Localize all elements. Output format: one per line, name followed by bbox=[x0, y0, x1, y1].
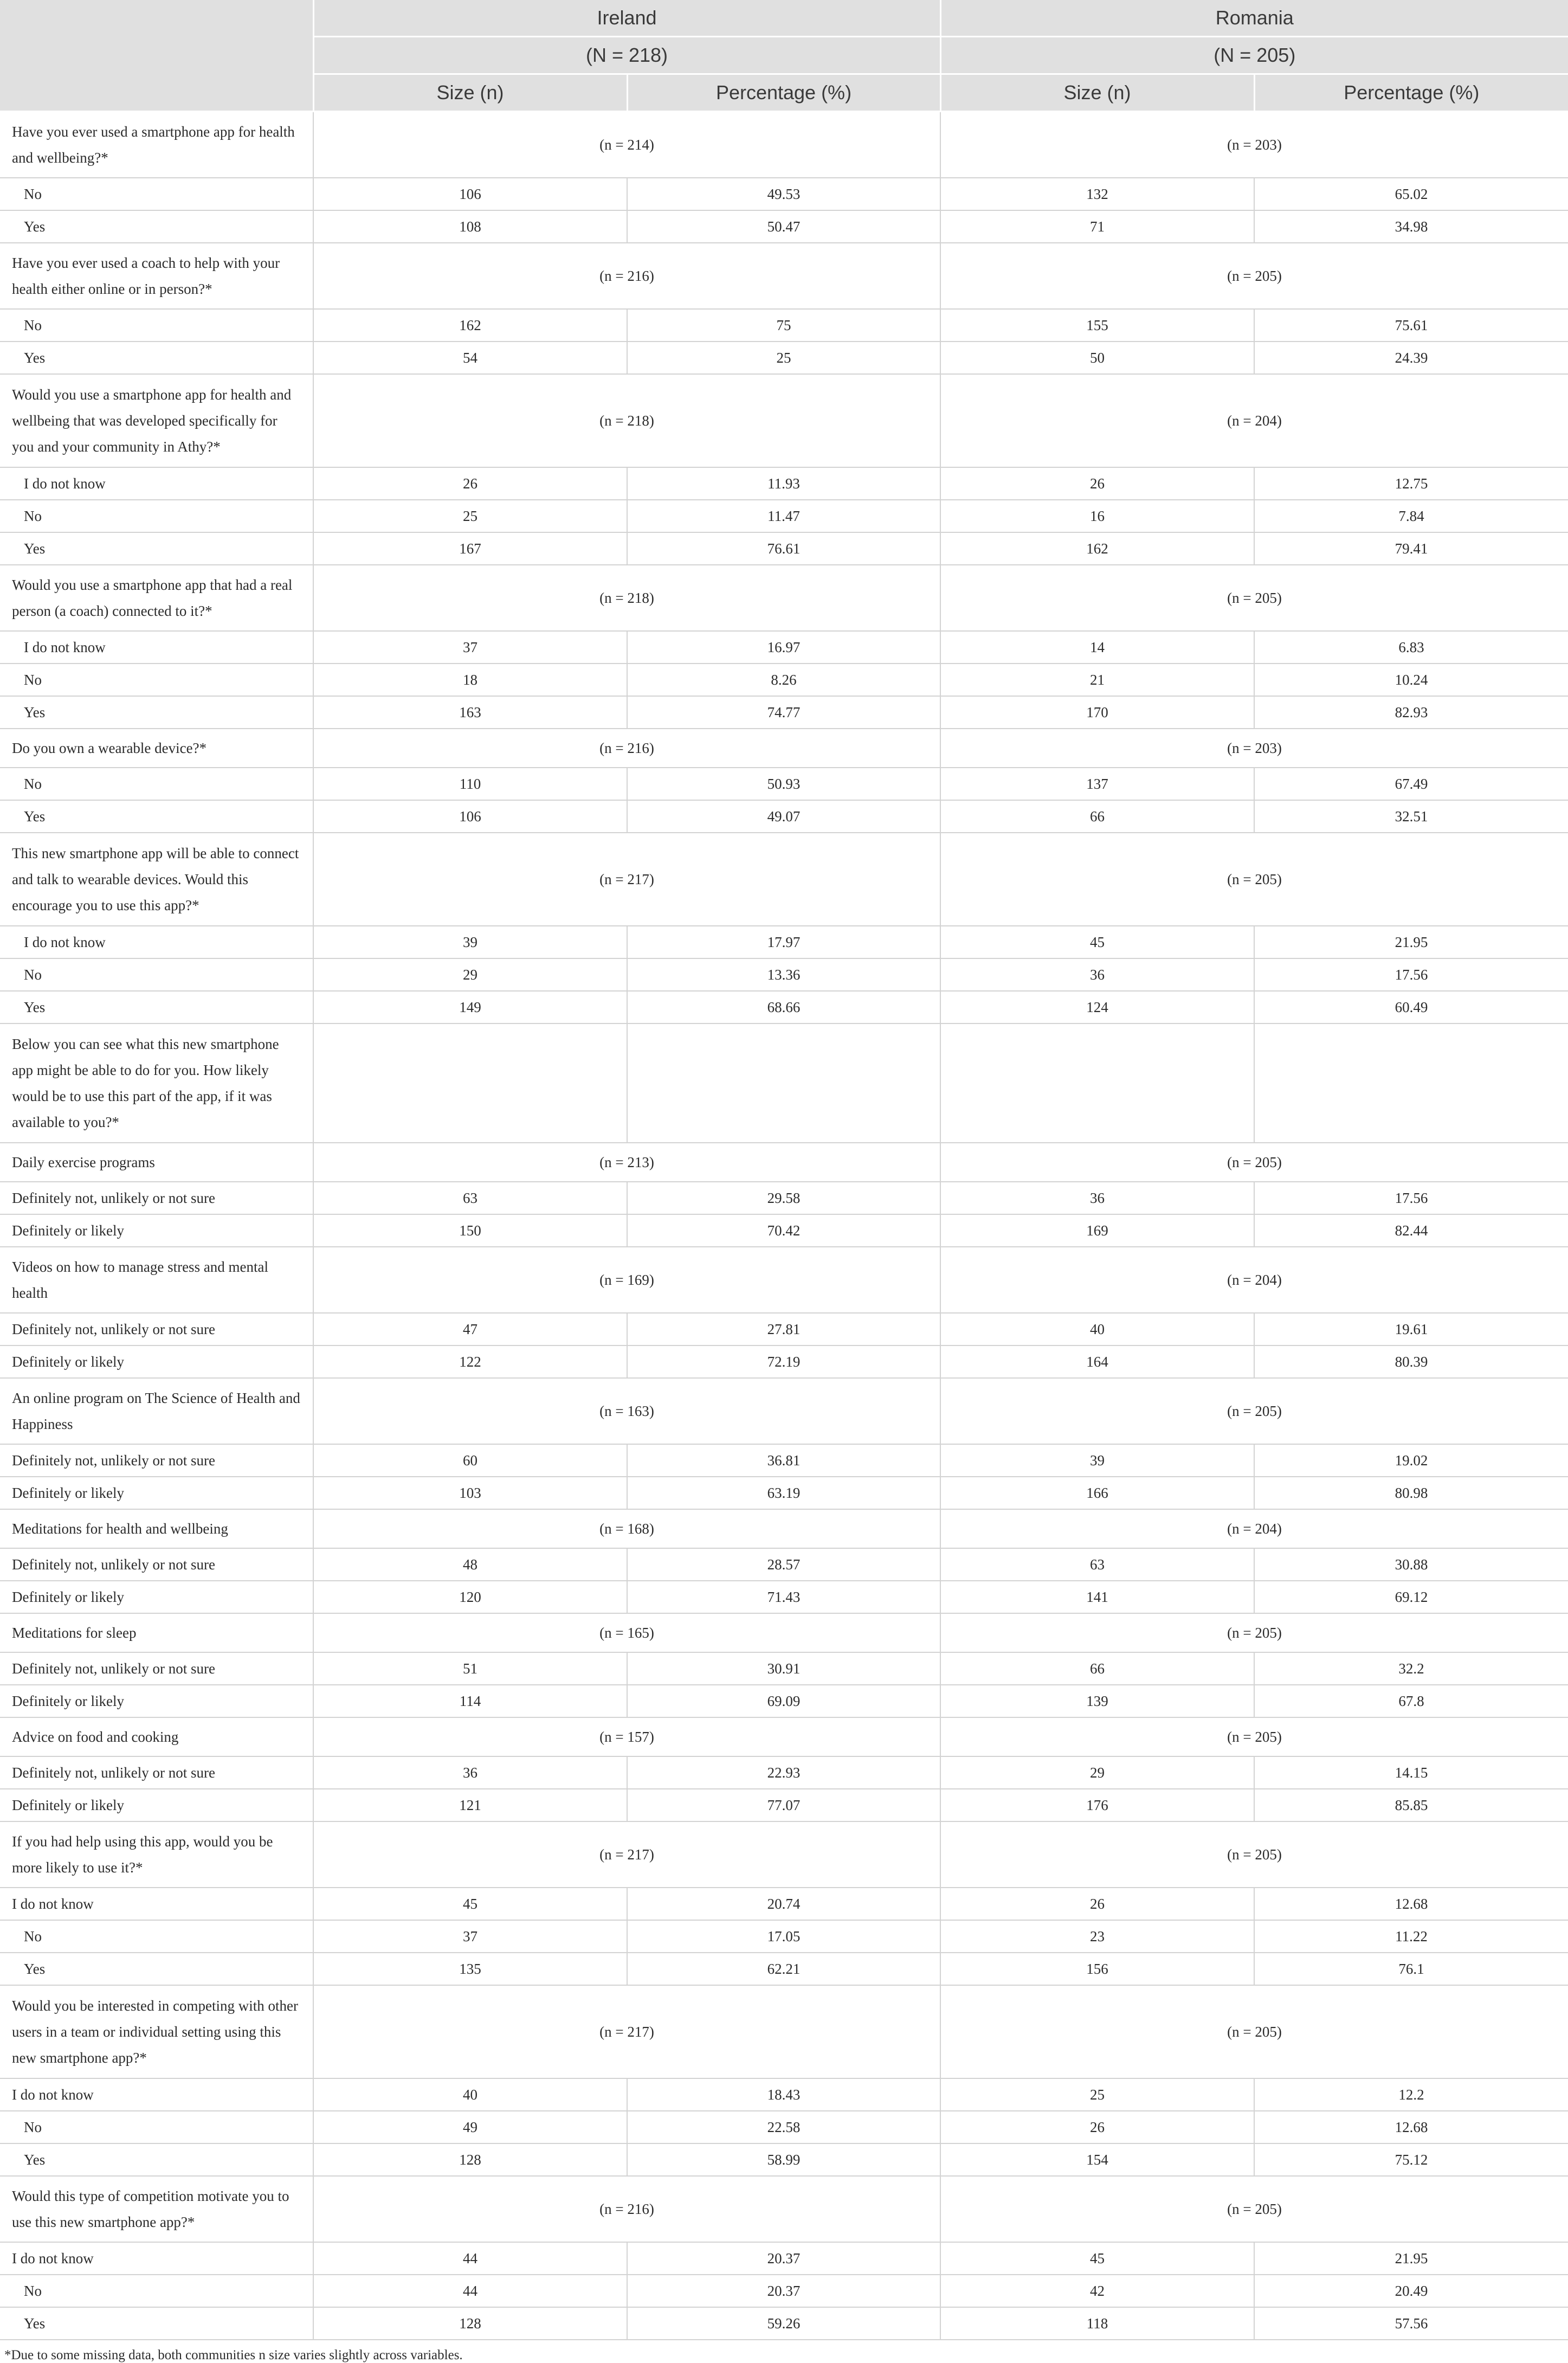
question-text: Do you own a wearable device?* bbox=[0, 729, 313, 768]
option-row bbox=[0, 958, 1568, 991]
question-text: An online program on The Science of Health and Happiness bbox=[0, 1378, 313, 1444]
question-row bbox=[0, 1821, 1568, 1888]
ireland-percentage-value: 22.93 bbox=[627, 1756, 940, 1789]
romania-percentage-value: 21.95 bbox=[1254, 2242, 1568, 2275]
ireland-percentage-value: 68.66 bbox=[627, 991, 940, 1023]
option-label: Definitely not, unlikely or not sure bbox=[0, 1756, 313, 1789]
ireland-percentage-value: 71.43 bbox=[627, 1581, 940, 1613]
option-label: Definitely not, unlikely or not sure bbox=[0, 1182, 313, 1214]
romania-size-value: 26 bbox=[940, 1888, 1254, 1920]
romania-size-value: 139 bbox=[940, 1685, 1254, 1717]
question-row bbox=[0, 243, 1568, 309]
romania-percentage-value: 67.49 bbox=[1254, 768, 1568, 800]
ireland-n-value: (n = 217) bbox=[313, 833, 940, 926]
romania-n-value: (n = 205) bbox=[940, 1613, 1568, 1652]
question-text: This new smartphone app will be able to connect and talk to wearable devices. Would this encourage you to use this app?* bbox=[0, 833, 313, 926]
question-row bbox=[0, 1143, 1568, 1182]
romania-size-value: 40 bbox=[940, 1313, 1254, 1345]
ireland-size-value: 36 bbox=[313, 1756, 627, 1789]
question-row bbox=[0, 1509, 1568, 1548]
romania-percentage-value: 12.75 bbox=[1254, 467, 1568, 500]
ireland-size-value: 128 bbox=[313, 2143, 627, 2176]
question-row bbox=[0, 565, 1568, 631]
ireland-size-value: 149 bbox=[313, 991, 627, 1023]
option-label: I do not know bbox=[0, 467, 313, 500]
romania-n-value: (n = 205) bbox=[940, 1985, 1568, 2078]
romania-percentage-value: 10.24 bbox=[1254, 664, 1568, 696]
romania-size-value: 45 bbox=[940, 926, 1254, 958]
sample-size-romania: (N = 205) bbox=[940, 37, 1568, 74]
option-label: Yes bbox=[0, 210, 313, 243]
option-row bbox=[0, 1789, 1568, 1821]
option-label: Yes bbox=[0, 1953, 313, 1985]
option-label: No bbox=[0, 768, 313, 800]
ireland-size-value: 26 bbox=[313, 467, 627, 500]
question-row bbox=[0, 112, 1568, 178]
country-header-romania: Romania bbox=[940, 0, 1568, 37]
option-row bbox=[0, 696, 1568, 729]
question-text: Have you ever used a smartphone app for health and wellbeing?* bbox=[0, 112, 313, 178]
ireland-n-value: (n = 157) bbox=[313, 1717, 940, 1756]
question-row bbox=[0, 1717, 1568, 1756]
romania-percentage-value: 17.56 bbox=[1254, 1182, 1568, 1214]
ireland-size-value: 167 bbox=[313, 532, 627, 565]
option-label: No bbox=[0, 309, 313, 342]
ireland-percentage-value: 28.57 bbox=[627, 1548, 940, 1581]
romania-percentage-value: 75.61 bbox=[1254, 309, 1568, 342]
ireland-n-value: (n = 168) bbox=[313, 1509, 940, 1548]
option-label: Yes bbox=[0, 991, 313, 1023]
ireland-percentage-value: 20.37 bbox=[627, 2242, 940, 2275]
ireland-percentage-value: 70.42 bbox=[627, 1214, 940, 1247]
option-row bbox=[0, 2143, 1568, 2176]
option-label: No bbox=[0, 2111, 313, 2143]
romania-size-value: 63 bbox=[940, 1548, 1254, 1581]
ireland-percentage-value: 58.99 bbox=[627, 2143, 940, 2176]
romania-percentage-value: 20.49 bbox=[1254, 2275, 1568, 2307]
ireland-n-value: (n = 217) bbox=[313, 1985, 940, 2078]
option-label: Definitely or likely bbox=[0, 1685, 313, 1717]
ireland-percentage-value: 75 bbox=[627, 309, 940, 342]
romania-percentage-value: 85.85 bbox=[1254, 1789, 1568, 1821]
romania-size-value: 154 bbox=[940, 2143, 1254, 2176]
ireland-n-value: (n = 213) bbox=[313, 1143, 940, 1182]
option-label: Definitely or likely bbox=[0, 1789, 313, 1821]
ireland-size-value: 106 bbox=[313, 800, 627, 833]
ireland-percentage-value: 49.07 bbox=[627, 800, 940, 833]
option-label: Definitely or likely bbox=[0, 1581, 313, 1613]
option-label: No bbox=[0, 2275, 313, 2307]
option-row bbox=[0, 2307, 1568, 2340]
ireland-percentage-value: 30.91 bbox=[627, 1652, 940, 1685]
ireland-percentage-value: 11.47 bbox=[627, 500, 940, 532]
ireland-percentage-value: 63.19 bbox=[627, 1477, 940, 1509]
option-label: Definitely or likely bbox=[0, 1345, 313, 1378]
romania-size-value: 156 bbox=[940, 1953, 1254, 1985]
romania-size-value: 164 bbox=[940, 1345, 1254, 1378]
ireland-size-value: 162 bbox=[313, 309, 627, 342]
romania-percentage-value: 19.02 bbox=[1254, 1444, 1568, 1477]
option-label: No bbox=[0, 1920, 313, 1953]
country-header-ireland: Ireland bbox=[313, 0, 940, 37]
romania-size-value: 14 bbox=[940, 631, 1254, 664]
romania-n-value: (n = 205) bbox=[940, 1821, 1568, 1888]
romania-size-value: 16 bbox=[940, 500, 1254, 532]
subcol-percentage-ireland: Percentage (%) bbox=[627, 74, 940, 112]
romania-size-value: 118 bbox=[940, 2307, 1254, 2340]
ireland-size-value: 121 bbox=[313, 1789, 627, 1821]
question-row bbox=[0, 1247, 1568, 1313]
question-text: Videos on how to manage stress and mental health bbox=[0, 1247, 313, 1313]
option-label: No bbox=[0, 664, 313, 696]
romania-size-value: 176 bbox=[940, 1789, 1254, 1821]
option-label: I do not know bbox=[0, 2078, 313, 2111]
option-row bbox=[0, 2242, 1568, 2275]
ireland-percentage-value: 17.97 bbox=[627, 926, 940, 958]
romania-percentage-value: 7.84 bbox=[1254, 500, 1568, 532]
option-label: No bbox=[0, 500, 313, 532]
romania-size-value: 137 bbox=[940, 768, 1254, 800]
romania-percentage-value: 34.98 bbox=[1254, 210, 1568, 243]
romania-percentage-value: 80.98 bbox=[1254, 1477, 1568, 1509]
option-row bbox=[0, 2078, 1568, 2111]
subcol-size-romania: Size (n) bbox=[940, 74, 1254, 112]
option-label: Yes bbox=[0, 696, 313, 729]
ireland-percentage-value: 8.26 bbox=[627, 664, 940, 696]
romania-size-value: 155 bbox=[940, 309, 1254, 342]
option-label: I do not know bbox=[0, 2242, 313, 2275]
option-row bbox=[0, 1953, 1568, 1985]
ireland-percentage-value: 59.26 bbox=[627, 2307, 940, 2340]
romania-n-value: (n = 203) bbox=[940, 112, 1568, 178]
ireland-n-value: (n = 165) bbox=[313, 1613, 940, 1652]
option-label: I do not know bbox=[0, 926, 313, 958]
romania-size-value: 39 bbox=[940, 1444, 1254, 1477]
ireland-size-value: 103 bbox=[313, 1477, 627, 1509]
ireland-size-value: 37 bbox=[313, 1920, 627, 1953]
option-label: Definitely not, unlikely or not sure bbox=[0, 1548, 313, 1581]
ireland-size-value: 51 bbox=[313, 1652, 627, 1685]
option-row bbox=[0, 768, 1568, 800]
subcol-size-ireland: Size (n) bbox=[313, 74, 627, 112]
option-row bbox=[0, 2275, 1568, 2307]
romania-size-value: 29 bbox=[940, 1756, 1254, 1789]
romania-size-value: 141 bbox=[940, 1581, 1254, 1613]
romania-size-value: 23 bbox=[940, 1920, 1254, 1953]
romania-n-value: (n = 203) bbox=[940, 729, 1568, 768]
ireland-size-value: 25 bbox=[313, 500, 627, 532]
romania-percentage-value: 24.39 bbox=[1254, 342, 1568, 374]
option-row bbox=[0, 1345, 1568, 1378]
ireland-n-value: (n = 216) bbox=[313, 2176, 940, 2242]
romania-percentage-value: 17.56 bbox=[1254, 958, 1568, 991]
option-row bbox=[0, 1477, 1568, 1509]
romania-percentage-value: 32.2 bbox=[1254, 1652, 1568, 1685]
ireland-percentage-value: 50.47 bbox=[627, 210, 940, 243]
option-label: Yes bbox=[0, 532, 313, 565]
ireland-size-value: 60 bbox=[313, 1444, 627, 1477]
header-blank-cell bbox=[0, 0, 313, 112]
option-row bbox=[0, 210, 1568, 243]
sample-size-ireland: (N = 218) bbox=[313, 37, 940, 74]
option-row bbox=[0, 1581, 1568, 1613]
ireland-size-value: 120 bbox=[313, 1581, 627, 1613]
romania-percentage-value: 82.93 bbox=[1254, 696, 1568, 729]
romania-percentage-value: 12.68 bbox=[1254, 1888, 1568, 1920]
empty-cell bbox=[313, 1023, 627, 1143]
option-label: I do not know bbox=[0, 631, 313, 664]
romania-size-value: 162 bbox=[940, 532, 1254, 565]
question-text: Have you ever used a coach to help with your health either online or in person?* bbox=[0, 243, 313, 309]
option-label: Definitely or likely bbox=[0, 1214, 313, 1247]
empty-cell bbox=[1254, 1023, 1568, 1143]
romania-size-value: 26 bbox=[940, 467, 1254, 500]
subcol-percentage-romania: Percentage (%) bbox=[1254, 74, 1568, 112]
ireland-size-value: 128 bbox=[313, 2307, 627, 2340]
romania-percentage-value: 60.49 bbox=[1254, 991, 1568, 1023]
option-label: Yes bbox=[0, 342, 313, 374]
option-row bbox=[0, 800, 1568, 833]
romania-size-value: 25 bbox=[940, 2078, 1254, 2111]
question-text: Would you be interested in competing with other users in a team or individual setting using this new smartphone app?* bbox=[0, 1985, 313, 2078]
option-row bbox=[0, 178, 1568, 210]
ireland-percentage-value: 16.97 bbox=[627, 631, 940, 664]
romania-n-value: (n = 205) bbox=[940, 1717, 1568, 1756]
question-text: Would you use a smartphone app that had a real person (a coach) connected to it?* bbox=[0, 565, 313, 631]
ireland-percentage-value: 62.21 bbox=[627, 1953, 940, 1985]
ireland-percentage-value: 76.61 bbox=[627, 532, 940, 565]
romania-percentage-value: 82.44 bbox=[1254, 1214, 1568, 1247]
ireland-size-value: 40 bbox=[313, 2078, 627, 2111]
ireland-size-value: 163 bbox=[313, 696, 627, 729]
romania-percentage-value: 12.68 bbox=[1254, 2111, 1568, 2143]
question-text: Meditations for sleep bbox=[0, 1613, 313, 1652]
ireland-size-value: 49 bbox=[313, 2111, 627, 2143]
ireland-size-value: 44 bbox=[313, 2242, 627, 2275]
option-label: Yes bbox=[0, 800, 313, 833]
option-row bbox=[0, 309, 1568, 342]
table-header bbox=[0, 0, 1568, 112]
romania-n-value: (n = 204) bbox=[940, 1247, 1568, 1313]
option-row bbox=[0, 1182, 1568, 1214]
question-row bbox=[0, 374, 1568, 467]
romania-size-value: 50 bbox=[940, 342, 1254, 374]
ireland-percentage-value: 20.74 bbox=[627, 1888, 940, 1920]
option-row bbox=[0, 1313, 1568, 1345]
romania-size-value: 66 bbox=[940, 1652, 1254, 1685]
romania-size-value: 36 bbox=[940, 958, 1254, 991]
option-row bbox=[0, 467, 1568, 500]
ireland-size-value: 114 bbox=[313, 1685, 627, 1717]
romania-percentage-value: 21.95 bbox=[1254, 926, 1568, 958]
romania-percentage-value: 79.41 bbox=[1254, 532, 1568, 565]
romania-size-value: 26 bbox=[940, 2111, 1254, 2143]
ireland-size-value: 63 bbox=[313, 1182, 627, 1214]
romania-size-value: 71 bbox=[940, 210, 1254, 243]
option-label: Yes bbox=[0, 2143, 313, 2176]
option-row bbox=[0, 1214, 1568, 1247]
question-text: Advice on food and cooking bbox=[0, 1717, 313, 1756]
ireland-percentage-value: 22.58 bbox=[627, 2111, 940, 2143]
question-row bbox=[0, 833, 1568, 926]
ireland-n-value: (n = 169) bbox=[313, 1247, 940, 1313]
option-row bbox=[0, 991, 1568, 1023]
option-row bbox=[0, 926, 1568, 958]
ireland-size-value: 54 bbox=[313, 342, 627, 374]
romania-n-value: (n = 205) bbox=[940, 833, 1568, 926]
ireland-size-value: 45 bbox=[313, 1888, 627, 1920]
option-label: Definitely not, unlikely or not sure bbox=[0, 1444, 313, 1477]
romania-percentage-value: 67.8 bbox=[1254, 1685, 1568, 1717]
option-row bbox=[0, 1888, 1568, 1920]
question-row bbox=[0, 1378, 1568, 1444]
romania-percentage-value: 76.1 bbox=[1254, 1953, 1568, 1985]
option-label: Yes bbox=[0, 2307, 313, 2340]
ireland-percentage-value: 20.37 bbox=[627, 2275, 940, 2307]
romania-percentage-value: 80.39 bbox=[1254, 1345, 1568, 1378]
ireland-percentage-value: 25 bbox=[627, 342, 940, 374]
ireland-n-value: (n = 214) bbox=[313, 112, 940, 178]
romania-n-value: (n = 205) bbox=[940, 1378, 1568, 1444]
romania-percentage-value: 30.88 bbox=[1254, 1548, 1568, 1581]
option-row bbox=[0, 1685, 1568, 1717]
ireland-size-value: 150 bbox=[313, 1214, 627, 1247]
question-row bbox=[0, 729, 1568, 768]
ireland-n-value: (n = 218) bbox=[313, 374, 940, 467]
ireland-percentage-value: 77.07 bbox=[627, 1789, 940, 1821]
option-row bbox=[0, 1548, 1568, 1581]
ireland-percentage-value: 11.93 bbox=[627, 467, 940, 500]
option-row bbox=[0, 664, 1568, 696]
romania-size-value: 169 bbox=[940, 1214, 1254, 1247]
romania-n-value: (n = 204) bbox=[940, 374, 1568, 467]
option-label: Definitely not, unlikely or not sure bbox=[0, 1313, 313, 1345]
option-row bbox=[0, 631, 1568, 664]
romania-percentage-value: 75.12 bbox=[1254, 2143, 1568, 2176]
intro-row bbox=[0, 1023, 1568, 1143]
romania-size-value: 36 bbox=[940, 1182, 1254, 1214]
ireland-size-value: 108 bbox=[313, 210, 627, 243]
ireland-size-value: 122 bbox=[313, 1345, 627, 1378]
ireland-size-value: 48 bbox=[313, 1548, 627, 1581]
option-label: I do not know bbox=[0, 1888, 313, 1920]
ireland-size-value: 18 bbox=[313, 664, 627, 696]
ireland-percentage-value: 72.19 bbox=[627, 1345, 940, 1378]
romania-size-value: 42 bbox=[940, 2275, 1254, 2307]
ireland-size-value: 47 bbox=[313, 1313, 627, 1345]
ireland-size-value: 37 bbox=[313, 631, 627, 664]
romania-percentage-value: 57.56 bbox=[1254, 2307, 1568, 2340]
ireland-percentage-value: 49.53 bbox=[627, 178, 940, 210]
option-row bbox=[0, 1652, 1568, 1685]
romania-percentage-value: 19.61 bbox=[1254, 1313, 1568, 1345]
ireland-size-value: 110 bbox=[313, 768, 627, 800]
option-row bbox=[0, 1444, 1568, 1477]
table-body bbox=[0, 112, 1568, 2340]
romania-size-value: 124 bbox=[940, 991, 1254, 1023]
romania-n-value: (n = 205) bbox=[940, 2176, 1568, 2242]
ireland-percentage-value: 27.81 bbox=[627, 1313, 940, 1345]
ireland-n-value: (n = 217) bbox=[313, 1821, 940, 1888]
ireland-size-value: 135 bbox=[313, 1953, 627, 1985]
option-row bbox=[0, 500, 1568, 532]
romania-n-value: (n = 205) bbox=[940, 565, 1568, 631]
question-text: Daily exercise programs bbox=[0, 1143, 313, 1182]
question-row bbox=[0, 2176, 1568, 2242]
option-row bbox=[0, 1920, 1568, 1953]
romania-n-value: (n = 204) bbox=[940, 1509, 1568, 1548]
ireland-n-value: (n = 163) bbox=[313, 1378, 940, 1444]
question-text: Would this type of competition motivate you to use this new smartphone app?* bbox=[0, 2176, 313, 2242]
option-label: No bbox=[0, 178, 313, 210]
romania-percentage-value: 12.2 bbox=[1254, 2078, 1568, 2111]
romania-n-value: (n = 205) bbox=[940, 1143, 1568, 1182]
ireland-size-value: 106 bbox=[313, 178, 627, 210]
question-row bbox=[0, 1613, 1568, 1652]
question-text: If you had help using this app, would you be more likely to use it?* bbox=[0, 1821, 313, 1888]
romania-size-value: 166 bbox=[940, 1477, 1254, 1509]
ireland-n-value: (n = 216) bbox=[313, 243, 940, 309]
ireland-n-value: (n = 218) bbox=[313, 565, 940, 631]
option-row bbox=[0, 2111, 1568, 2143]
ireland-size-value: 29 bbox=[313, 958, 627, 991]
ireland-size-value: 44 bbox=[313, 2275, 627, 2307]
option-row bbox=[0, 1756, 1568, 1789]
option-label: No bbox=[0, 958, 313, 991]
romania-percentage-value: 14.15 bbox=[1254, 1756, 1568, 1789]
ireland-percentage-value: 29.58 bbox=[627, 1182, 940, 1214]
intro-text: Below you can see what this new smartphone app might be able to do for you. How likely would be to use this part of the app, if it was available to you?* bbox=[0, 1023, 313, 1143]
question-row bbox=[0, 1985, 1568, 2078]
ireland-percentage-value: 74.77 bbox=[627, 696, 940, 729]
question-text: Would you use a smartphone app for health and wellbeing that was developed specifically for you and your community in Athy?* bbox=[0, 374, 313, 467]
ireland-percentage-value: 50.93 bbox=[627, 768, 940, 800]
option-label: Definitely not, unlikely or not sure bbox=[0, 1652, 313, 1685]
ireland-percentage-value: 36.81 bbox=[627, 1444, 940, 1477]
romania-size-value: 45 bbox=[940, 2242, 1254, 2275]
ireland-percentage-value: 17.05 bbox=[627, 1920, 940, 1953]
romania-percentage-value: 6.83 bbox=[1254, 631, 1568, 664]
empty-cell bbox=[627, 1023, 940, 1143]
ireland-percentage-value: 69.09 bbox=[627, 1685, 940, 1717]
romania-percentage-value: 32.51 bbox=[1254, 800, 1568, 833]
option-row bbox=[0, 532, 1568, 565]
question-text: Meditations for health and wellbeing bbox=[0, 1509, 313, 1548]
romania-n-value: (n = 205) bbox=[940, 243, 1568, 309]
empty-cell bbox=[940, 1023, 1254, 1143]
option-row bbox=[0, 342, 1568, 374]
romania-size-value: 21 bbox=[940, 664, 1254, 696]
table-footnote: *Due to some missing data, both communities n size varies slightly across variables. bbox=[4, 2348, 463, 2362]
ireland-size-value: 39 bbox=[313, 926, 627, 958]
ireland-n-value: (n = 216) bbox=[313, 729, 940, 768]
romania-size-value: 170 bbox=[940, 696, 1254, 729]
romania-size-value: 132 bbox=[940, 178, 1254, 210]
romania-percentage-value: 11.22 bbox=[1254, 1920, 1568, 1953]
ireland-percentage-value: 18.43 bbox=[627, 2078, 940, 2111]
romania-percentage-value: 65.02 bbox=[1254, 178, 1568, 210]
ireland-percentage-value: 13.36 bbox=[627, 958, 940, 991]
romania-percentage-value: 69.12 bbox=[1254, 1581, 1568, 1613]
option-label: Definitely or likely bbox=[0, 1477, 313, 1509]
romania-size-value: 66 bbox=[940, 800, 1254, 833]
